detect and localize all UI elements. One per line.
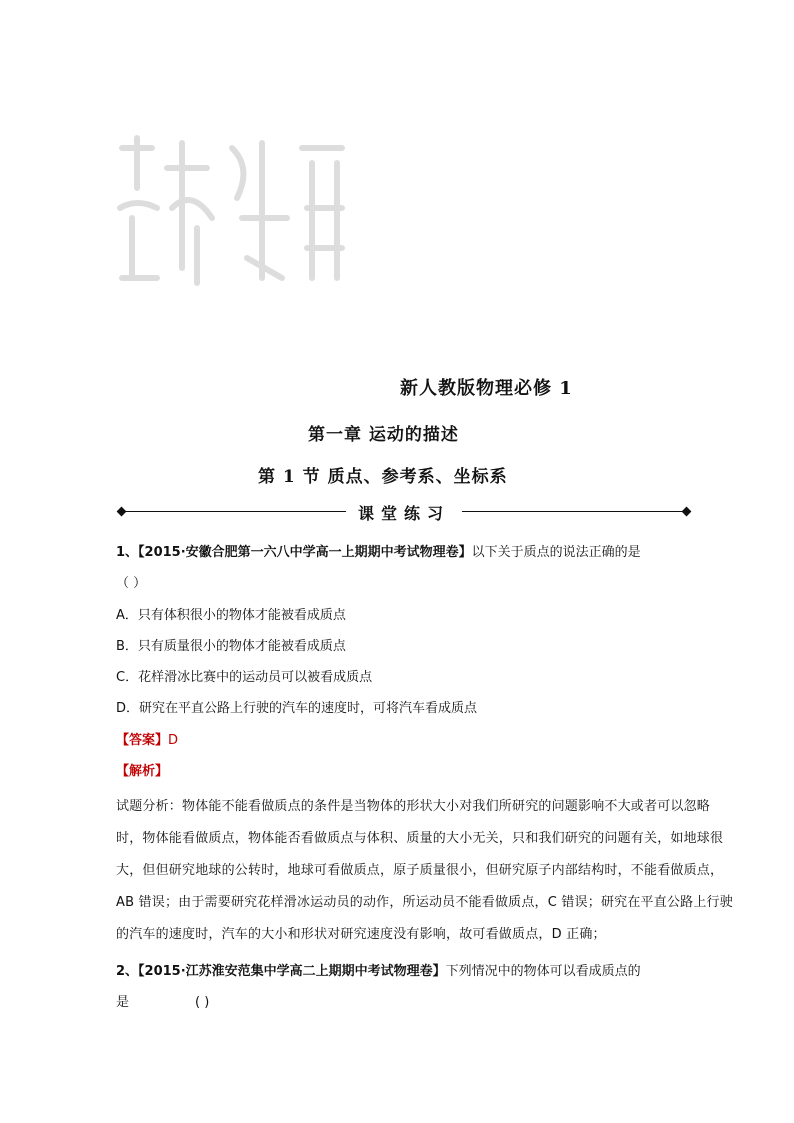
book-title: 新人教版物理必修 1 [400,378,573,399]
q1-option-a: A．只有体积很小的物体才能被看成质点 [116,608,346,623]
analysis-line: 大，但但研究地球的公转时，地球可看做质点，原子质量很小，但研究原子内部结构时，不能看做质点， [116,863,724,878]
watermark-logo [112,128,352,288]
analysis-line: 时，物体能看做质点，物体能否看做质点与体积、质量的大小无关，只和我们研究的问题有关，如地球很 [116,831,724,846]
divider-line-right [462,511,686,512]
q1-analysis-label [116,760,168,779]
analysis-line: AB 错误；由于需要研究花样滑冰运动员的动作，所运动员不能看做质点，C 错误；研究在平直公路上行驶 [116,895,733,910]
divider-diamond-right-icon [682,507,692,517]
q2-stem-end: 是 [116,995,130,1010]
analysis-line: 的汽车的速度时，汽车的大小和形状对研究速度没有影响，故可看做质点，D 正确； [116,927,606,942]
q1-answer [116,729,178,748]
q2-number: 2、 [116,964,139,979]
q1-source: 【2015·安徽合肥第一六八中学高一上期期中考试物理卷】 [138,545,472,560]
q1-option-c: C．花样滑冰比赛中的运动员可以被看成质点 [116,670,373,685]
q1-header [116,541,641,560]
q1-option-b: B．只有质量很小的物体才能被看成质点 [116,639,346,654]
q2-stem-cont [116,991,209,1010]
section-title: 第 1 节 质点、参考系、坐标系 [258,467,508,487]
answer-label: 【答案】 [116,733,169,748]
q2-source: 【2015·江苏淮安范集中学高二上期期中考试物理卷】 [138,964,446,979]
chapter-title: 第一章 运动的描述 [308,425,459,445]
q2-header [116,960,641,979]
q1-option-d: D．研究在平直公路上行驶的汽车的速度时，可将汽车看成质点 [116,701,478,716]
answer-value: D [168,733,179,748]
q1-blank: （ ） [116,576,147,591]
divider-label: 课堂练习 [357,504,450,523]
q2-stem: 下列情况中的物体可以看成质点的 [445,964,641,979]
analysis-label: 【解析】 [116,764,169,779]
analysis-line: 试题分析：物体能不能看做质点的条件是当物体的形状大小对我们所研究的问题影响不大或者可以忽略 [116,799,711,814]
q2-blank: ( ) [195,995,210,1010]
divider-line-left [122,511,346,512]
section-divider [118,500,690,524]
q1-number: 1、 [116,545,139,560]
q1-stem: 以下关于质点的说法正确的是 [471,545,641,560]
